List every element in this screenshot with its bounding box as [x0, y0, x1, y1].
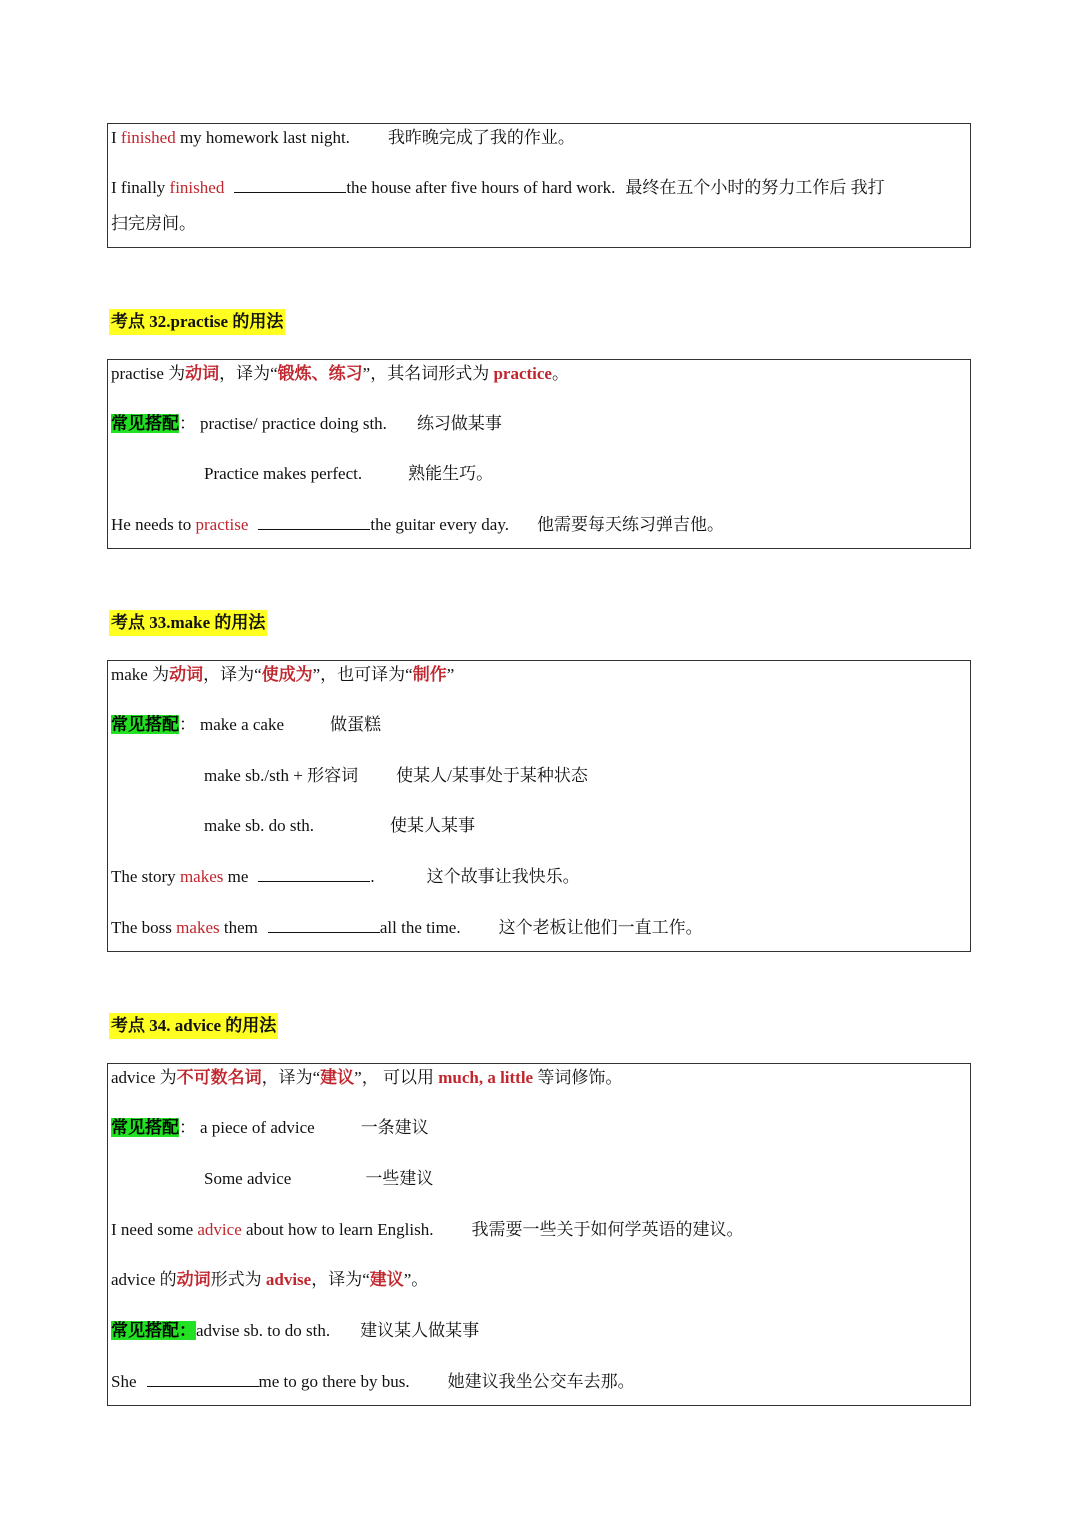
translation: 最终在五个小时的努力工作后 我打: [625, 178, 885, 197]
text: 。: [551, 364, 569, 383]
translation: 练习做某事: [416, 414, 502, 433]
section-title-33: 考点 33.make 的用法: [109, 610, 267, 636]
text: about how to learn English.: [241, 1220, 434, 1239]
text: ，译为“: [261, 1068, 321, 1087]
text: I finally: [111, 178, 170, 197]
keyword: 动词: [176, 1270, 211, 1289]
example-line: [111, 514, 724, 536]
text: all the time.: [379, 918, 461, 937]
fill-blank: [258, 866, 370, 882]
collocation-line: [111, 1117, 429, 1139]
translation: 这个老板让他们一直工作。: [498, 918, 703, 937]
collocation-line: [204, 463, 493, 485]
translation: 扫完房间。: [111, 214, 196, 233]
example-line: [111, 177, 885, 199]
keyword: 建议: [369, 1270, 404, 1289]
keyword: finished: [120, 128, 176, 147]
example-line: [111, 127, 575, 149]
collocation: make a cake: [200, 715, 284, 734]
text: practise 为: [111, 364, 186, 383]
collocation-line: [111, 413, 502, 435]
keyword: 动词: [169, 665, 204, 684]
collocation-line: [204, 815, 475, 837]
translation: 熟能生巧。: [408, 464, 494, 483]
text: the house after five hours of hard work.: [346, 178, 616, 197]
keyword: practice: [493, 364, 552, 383]
collocation-line: [204, 765, 588, 787]
translation: 使某人某事: [390, 816, 476, 835]
text: them: [219, 918, 258, 937]
keyword: 锻炼、练习: [277, 364, 363, 383]
example-line: [111, 1219, 743, 1241]
text: ”: [446, 665, 455, 684]
keyword: makes: [179, 867, 224, 886]
collocation-tag: 常见搭配: [111, 1118, 179, 1137]
text: ”， 可以用: [354, 1068, 439, 1087]
collocation-tag: 常见搭配：: [111, 1321, 196, 1340]
text: I need some: [111, 1220, 198, 1239]
definition-line: [111, 363, 569, 385]
translation: 使某人/某事处于某种状态: [396, 766, 588, 785]
section-box-33: [107, 660, 971, 952]
example-box-finish: [107, 123, 971, 248]
text: my homework last night.: [175, 128, 350, 147]
keyword: 建议: [320, 1068, 355, 1087]
definition-line: [111, 664, 454, 686]
collocation-tag: 常见搭配: [111, 414, 179, 433]
collocation: Practice makes perfect.: [204, 464, 363, 483]
text: ，译为“: [203, 665, 262, 684]
text: me to go there by bus.: [258, 1372, 410, 1391]
text: make 为: [111, 665, 170, 684]
section-box-32: [107, 359, 971, 549]
collocation-line: [204, 1168, 433, 1190]
definition-line: [111, 1269, 428, 1291]
text: ，译为“: [311, 1270, 370, 1289]
keyword: practise: [195, 515, 249, 534]
text: She: [111, 1372, 137, 1391]
translation: 一条建议: [360, 1118, 429, 1137]
example-line: [111, 1371, 635, 1393]
keyword: 动词: [185, 364, 220, 383]
text: I: [111, 128, 121, 147]
collocation: advise sb. to do sth.: [196, 1321, 331, 1340]
text: the guitar every day.: [370, 515, 509, 534]
text: The story: [111, 867, 180, 886]
collocation-line: [111, 714, 381, 736]
keyword: advice: [197, 1220, 242, 1239]
text: ：: [179, 1118, 196, 1137]
keyword: 使成为: [261, 665, 313, 684]
example-line: [111, 866, 580, 888]
keyword: makes: [176, 918, 220, 937]
keyword: advise: [265, 1270, 312, 1289]
collocation: practise/ practice doing sth.: [200, 414, 387, 433]
translation: 我需要一些关于如何学英语的建议。: [471, 1220, 744, 1239]
fill-blank: [234, 177, 346, 193]
collocation: make sb./sth + 形容词: [204, 766, 359, 785]
keyword: finished: [169, 178, 225, 197]
translation: 建议某人做某事: [360, 1321, 480, 1340]
text: ：: [179, 715, 196, 734]
fill-blank: [268, 917, 380, 933]
translation: 她建议我坐公交车去那。: [447, 1372, 635, 1391]
keyword: 不可数名词: [176, 1068, 262, 1087]
fill-blank: [258, 514, 370, 530]
translation: 一些建议: [365, 1169, 434, 1188]
text: ”，也可译为“: [312, 665, 413, 684]
collocation-tag: 常见搭配: [111, 715, 179, 734]
translation: 我昨晚完成了我的作业。: [387, 128, 575, 147]
translation: 他需要每天练习弹吉他。: [537, 515, 724, 534]
section-title-32: 考点 32.practise 的用法: [109, 309, 285, 335]
text: He needs to: [111, 515, 196, 534]
collocation: make sb. do sth.: [204, 816, 315, 835]
collocation: Some advice: [204, 1169, 292, 1188]
text: me: [223, 867, 249, 886]
keyword: 制作: [412, 665, 447, 684]
text: 等词修饰。: [533, 1068, 623, 1087]
section-box-34: [107, 1063, 971, 1406]
translation: 这个故事让我快乐。: [426, 867, 580, 886]
example-line: [111, 917, 703, 939]
keyword: much, a little: [438, 1068, 534, 1087]
example-line: [111, 213, 196, 235]
definition-line: [111, 1067, 622, 1089]
text: advice 的: [111, 1270, 177, 1289]
text: ，译为“: [219, 364, 278, 383]
text: 形式为: [210, 1270, 266, 1289]
collocation-line: [111, 1320, 479, 1342]
text: ”。: [403, 1270, 429, 1289]
text: ：: [179, 414, 196, 433]
collocation: a piece of advice: [200, 1118, 315, 1137]
fill-blank: [147, 1371, 259, 1387]
translation: 做蛋糕: [330, 715, 381, 734]
section-title-34: 考点 34. advice 的用法: [109, 1013, 278, 1039]
text: advice 为: [111, 1068, 177, 1087]
text: .: [370, 867, 375, 886]
text: ”，其名词形式为: [362, 364, 494, 383]
text: The boss: [111, 918, 177, 937]
